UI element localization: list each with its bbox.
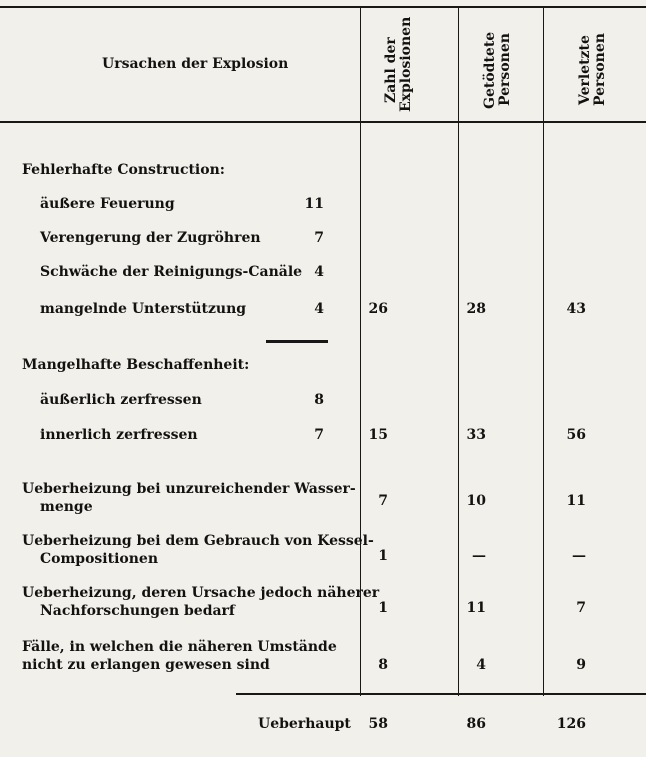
group-construction: Fehlerhafte Construction:: [22, 162, 225, 178]
row-label: äußere Feuerung: [40, 196, 175, 212]
row-count: 15: [368, 427, 388, 443]
row-label: innerlich zerfressen: [40, 427, 198, 443]
row-label: Verengerung der Zugröhren: [40, 230, 261, 246]
row-killed: 28: [466, 301, 486, 317]
row-count: 1: [378, 548, 388, 564]
column-divider-2: [458, 6, 459, 696]
row-injured: 7: [576, 600, 586, 616]
row-injured: 43: [566, 301, 586, 317]
row-sub-value: 11: [304, 196, 324, 212]
row-killed: 33: [466, 427, 486, 443]
total-rule: [236, 693, 646, 695]
row-count: 26: [368, 301, 388, 317]
row-sub-value: 7: [314, 427, 324, 443]
header-injured: Verletzte Personen: [577, 33, 608, 107]
row-label: Schwäche der Reinigungs-Canäle: [40, 264, 303, 280]
row-injured: 56: [566, 427, 586, 443]
total-injured: 126: [556, 716, 586, 732]
row-label-line2: menge: [40, 499, 93, 515]
row-count: 7: [378, 493, 388, 509]
row-killed: 11: [466, 600, 486, 616]
row-label-line2: Compositionen: [40, 551, 159, 567]
total-count: 58: [368, 716, 388, 732]
column-divider-3: [543, 6, 544, 696]
row-label-line1: Fälle, in welchen die näheren Umstände: [22, 639, 337, 655]
row-killed: 10: [466, 493, 486, 509]
header-count: Zahl der Explosionen: [383, 16, 414, 112]
row-count: 8: [378, 657, 388, 673]
row-sub-value: 4: [314, 264, 324, 280]
row-count: 1: [378, 600, 388, 616]
header-rule: [0, 121, 646, 123]
row-injured: 9: [576, 657, 586, 673]
total-killed: 86: [466, 716, 486, 732]
row-label-line1: Ueberheizung, deren Ursache jedoch näherer: [22, 585, 380, 601]
row-sub-value: 4: [314, 301, 324, 317]
subtotal-rule: [266, 340, 328, 343]
header-killed: Getödtete Personen: [482, 31, 513, 109]
row-label: mangelnde Unterstützung: [40, 301, 247, 317]
row-killed: —: [472, 548, 486, 564]
header-causes: Ursachen der Explosion: [102, 56, 289, 72]
row-injured: —: [572, 548, 586, 564]
row-injured: 11: [566, 493, 586, 509]
row-label: äußerlich zerfressen: [40, 392, 202, 408]
row-sub-value: 8: [314, 392, 324, 408]
top-rule: [0, 6, 646, 8]
row-sub-value: 7: [314, 230, 324, 246]
row-label-line2: Nachforschungen bedarf: [40, 603, 235, 619]
row-label-line2: nicht zu erlangen gewesen sind: [22, 657, 270, 673]
group-condition: Mangelhafte Beschaffenheit:: [22, 357, 250, 373]
row-label-line1: Ueberheizung bei dem Gebrauch von Kessel-: [22, 533, 374, 549]
row-killed: 4: [476, 657, 486, 673]
row-label-line1: Ueberheizung bei unzureichender Wasser-: [22, 481, 356, 497]
total-label: Ueberhaupt: [258, 716, 351, 732]
